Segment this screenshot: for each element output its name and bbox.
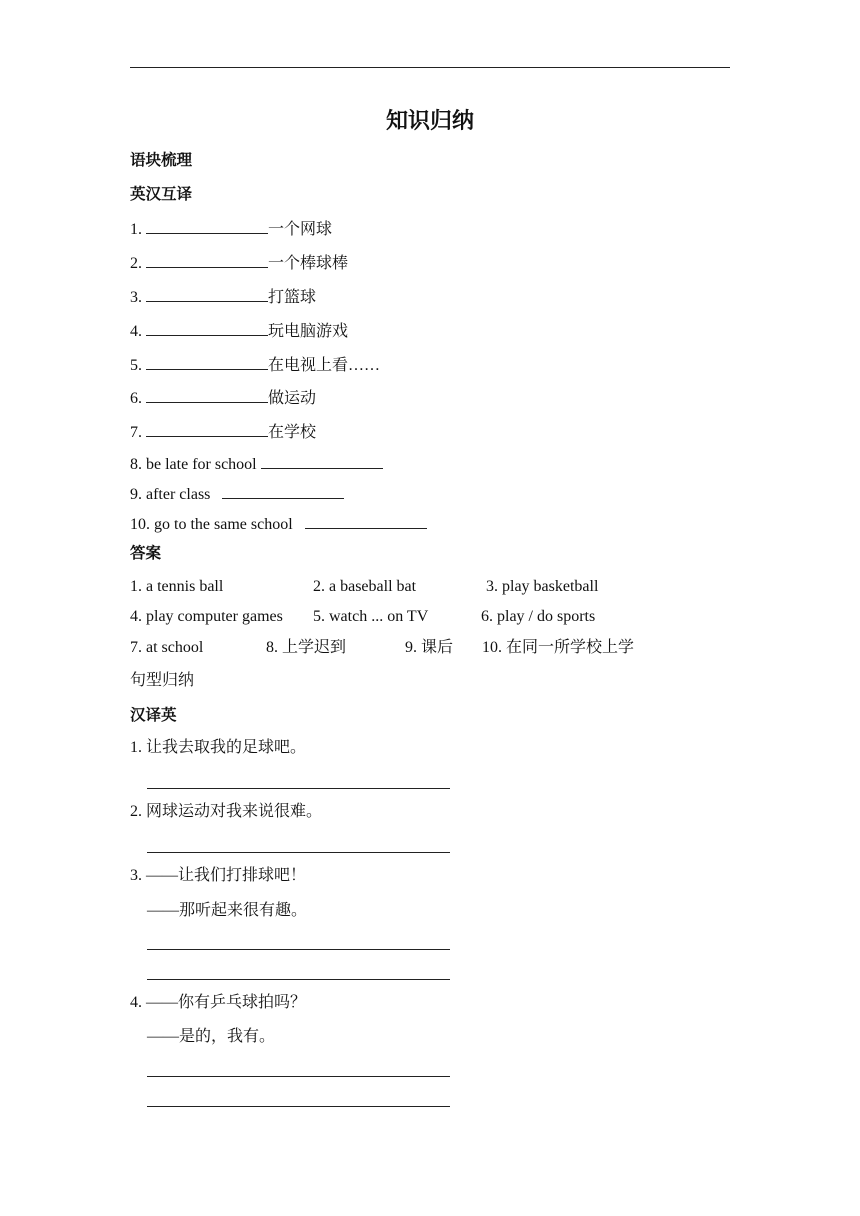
exercise-item: 4. 玩电脑游戏: [130, 320, 348, 342]
answer-line[interactable]: [147, 1076, 450, 1077]
answer-line[interactable]: [147, 788, 450, 789]
answer-item: 10. 在同一所学校上学: [482, 639, 635, 656]
answer-item: 5. watch ... on TV: [313, 608, 429, 625]
answer-blank[interactable]: [222, 483, 344, 499]
section-heading-sentences: 句型归纳: [130, 672, 195, 689]
exercise-item: 1. 一个网球: [130, 218, 332, 240]
question-3-reply: ——那听起来很有趣。: [147, 902, 308, 919]
answer-item: 3. play basketball: [486, 578, 599, 595]
exercise-item: 7. 在学校: [130, 421, 316, 443]
answer-blank[interactable]: [146, 218, 268, 234]
header-rule: [130, 67, 730, 68]
answer-line[interactable]: [147, 1106, 450, 1107]
question-1: 1. 让我去取我的足球吧。: [130, 739, 307, 756]
answer-heading: 答案: [130, 544, 162, 562]
exercise-item: 9. after class: [130, 483, 344, 505]
answer-line[interactable]: [147, 949, 450, 950]
question-4: 4. ——你有乒乓球拍吗？: [130, 994, 307, 1011]
section-heading-chunks: 语块梳理: [130, 151, 193, 169]
answer-line[interactable]: [147, 979, 450, 980]
answer-blank[interactable]: [146, 286, 268, 302]
answer-blank[interactable]: [146, 354, 268, 370]
answer-item: 7. at school: [130, 639, 204, 656]
answer-line[interactable]: [147, 852, 450, 853]
answer-item: 1. a tennis ball: [130, 578, 224, 595]
answer-blank[interactable]: [305, 513, 427, 529]
answer-blank[interactable]: [261, 453, 383, 469]
exercise-item: 5. 在电视上看……: [130, 354, 380, 376]
exercise-item: 10. go to the same school: [130, 513, 427, 535]
answer-item: 8. 上学迟到: [266, 639, 347, 656]
question-2: 2. 网球运动对我来说很难。: [130, 803, 323, 820]
page-title: 知识归纳: [385, 109, 474, 134]
answer-item: 9. 课后: [405, 639, 454, 656]
exercise-item: 8. be late for school: [130, 453, 383, 475]
exercise-item: 3. 打篮球: [130, 286, 316, 308]
subheading-c2e: 汉译英: [130, 706, 177, 724]
question-3: 3. ——让我们打排球吧！: [130, 867, 307, 884]
exercise-item: 2. 一个棒球棒: [130, 252, 348, 274]
exercise-item: 6. 做运动: [130, 387, 316, 409]
answer-blank[interactable]: [146, 387, 268, 403]
answer-item: 2. a baseball bat: [313, 578, 417, 595]
answer-item: 4. play computer games: [130, 608, 283, 625]
answer-blank[interactable]: [146, 320, 268, 336]
answer-blank[interactable]: [146, 421, 268, 437]
answer-blank[interactable]: [146, 252, 268, 268]
answer-item: 6. play / do sports: [481, 608, 596, 625]
question-4-reply: ——是的，我有。: [147, 1028, 276, 1045]
subheading-translate: 英汉互译: [130, 185, 193, 203]
